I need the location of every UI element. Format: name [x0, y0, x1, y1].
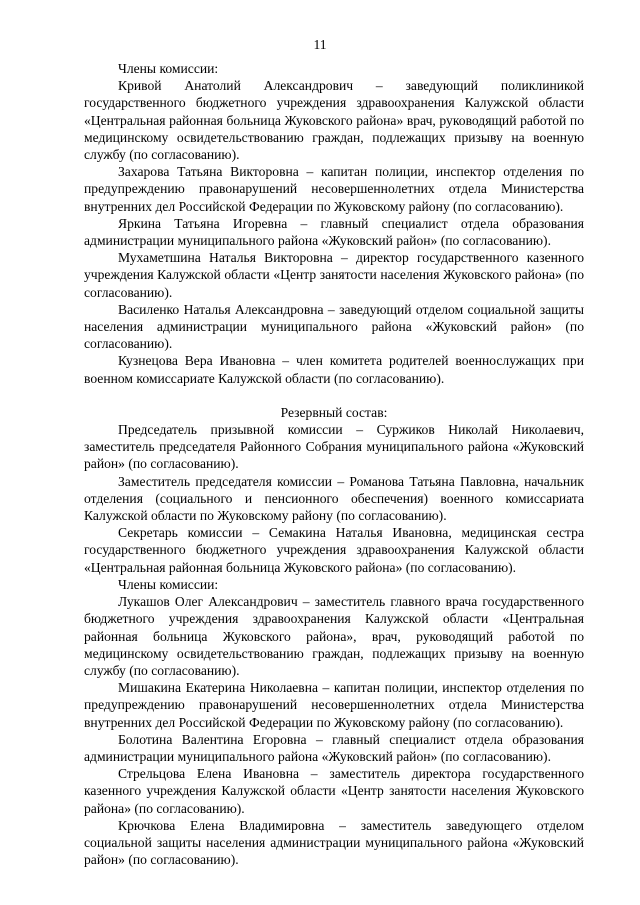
- reserve-member-paragraph: Лукашов Олег Александрович – заместитель главного врача государственного бюджетного учреждения здравоохранения Калужской области «Центральная районная больница Жуковского района», врач, руководящий работой по медицинскому освидетельствованию граждан, подлежащих призыву на военную службу (по согласованию).: [84, 594, 584, 678]
- reserve-member-paragraph: Стрельцова Елена Ивановна – заместитель директора государственного казенного учреждения Калужской области «Центр занятости населения Жуковского района» (по согласованию).: [84, 766, 584, 816]
- reserve-member-paragraph: Мишакина Екатерина Николаевна – капитан полиции, инспектор отделения по предупреждению правонарушений несовершеннолетних отдела Министерства внутренних дел Российской Федерации по Жуковскому району (по согласованию).: [84, 680, 584, 730]
- member-paragraph: Мухаметшина Наталья Викторовна – директор государственного казенного учреждения Калужской области «Центр занятости населения Жуковского района» (по согласованию).: [84, 250, 584, 300]
- member-paragraph: Кривой Анатолий Александрович – заведующий поликлиникой государственного бюджетного учреждения здравоохранения Калужской области «Центральная районная больница Жуковского района» врач, руководящий работой по медицинскому освидетельствованию граждан, подлежащих призыву на военную службу (по согласованию).: [84, 78, 584, 163]
- members-label: Члены комиссии:: [118, 61, 219, 76]
- member-paragraph: Захарова Татьяна Викторовна – капитан полиции, инспектор отделения по предупреждению правонарушений несовершеннолетних отдела Министерства внутренних дел Российской Федерации по Жуковскому району (по согласованию).: [84, 164, 584, 214]
- reserve-heading: Резервный состав:: [280, 404, 388, 420]
- reserve-member-paragraph: Крючкова Елена Владимировна – заместитель заведующего отделом социальной защиты населения администрации муниципального района «Жуковский район» (по согласованию).: [84, 817, 584, 868]
- reserve-leader-paragraph: Заместитель председателя комиссии – Романова Татьяна Павловна, начальник отделения (социального и пенсионного обеспечения) военного комиссариата Калужской области по Жуковскому району (по согласованию).: [84, 473, 584, 524]
- reserve-leader-paragraph: Секретарь комиссии – Семакина Наталья Ивановна, медицинская сестра государственного бюджетного учреждения здравоохранения Калужской области «Центральная районная больница Жуковского района» (по согласованию).: [84, 525, 584, 575]
- reserve-member-paragraph: Болотина Валентина Егоровна – главный специалист отдела образования администрации муниципального района «Жуковский район» (по согласованию).: [84, 731, 584, 764]
- reserve-leader-paragraph: Председатель призывной комиссии – Суржиков Николай Николаевич, заместитель председателя Районного Собрания муниципального района «Жуковский район» (по согласованию).: [84, 422, 584, 472]
- document-body: [84, 60, 584, 868]
- reserve-members-label: Члены комиссии:: [118, 576, 219, 592]
- member-paragraph: Василенко Наталья Александровна – заведующий отделом социальной защиты населения администрации муниципального района «Жуковский район» (по согласованию).: [84, 301, 584, 352]
- section-gap: [84, 387, 584, 404]
- member-paragraph: Яркина Татьяна Игоревна – главный специалист отдела образования администрации муниципального района «Жуковский район» (по согласованию).: [84, 215, 584, 249]
- page-number: 11: [313, 37, 327, 52]
- member-paragraph: Кузнецова Вера Ивановна – член комитета родителей военнослужащих при военном комиссариате Калужской области (по согласованию).: [84, 353, 584, 386]
